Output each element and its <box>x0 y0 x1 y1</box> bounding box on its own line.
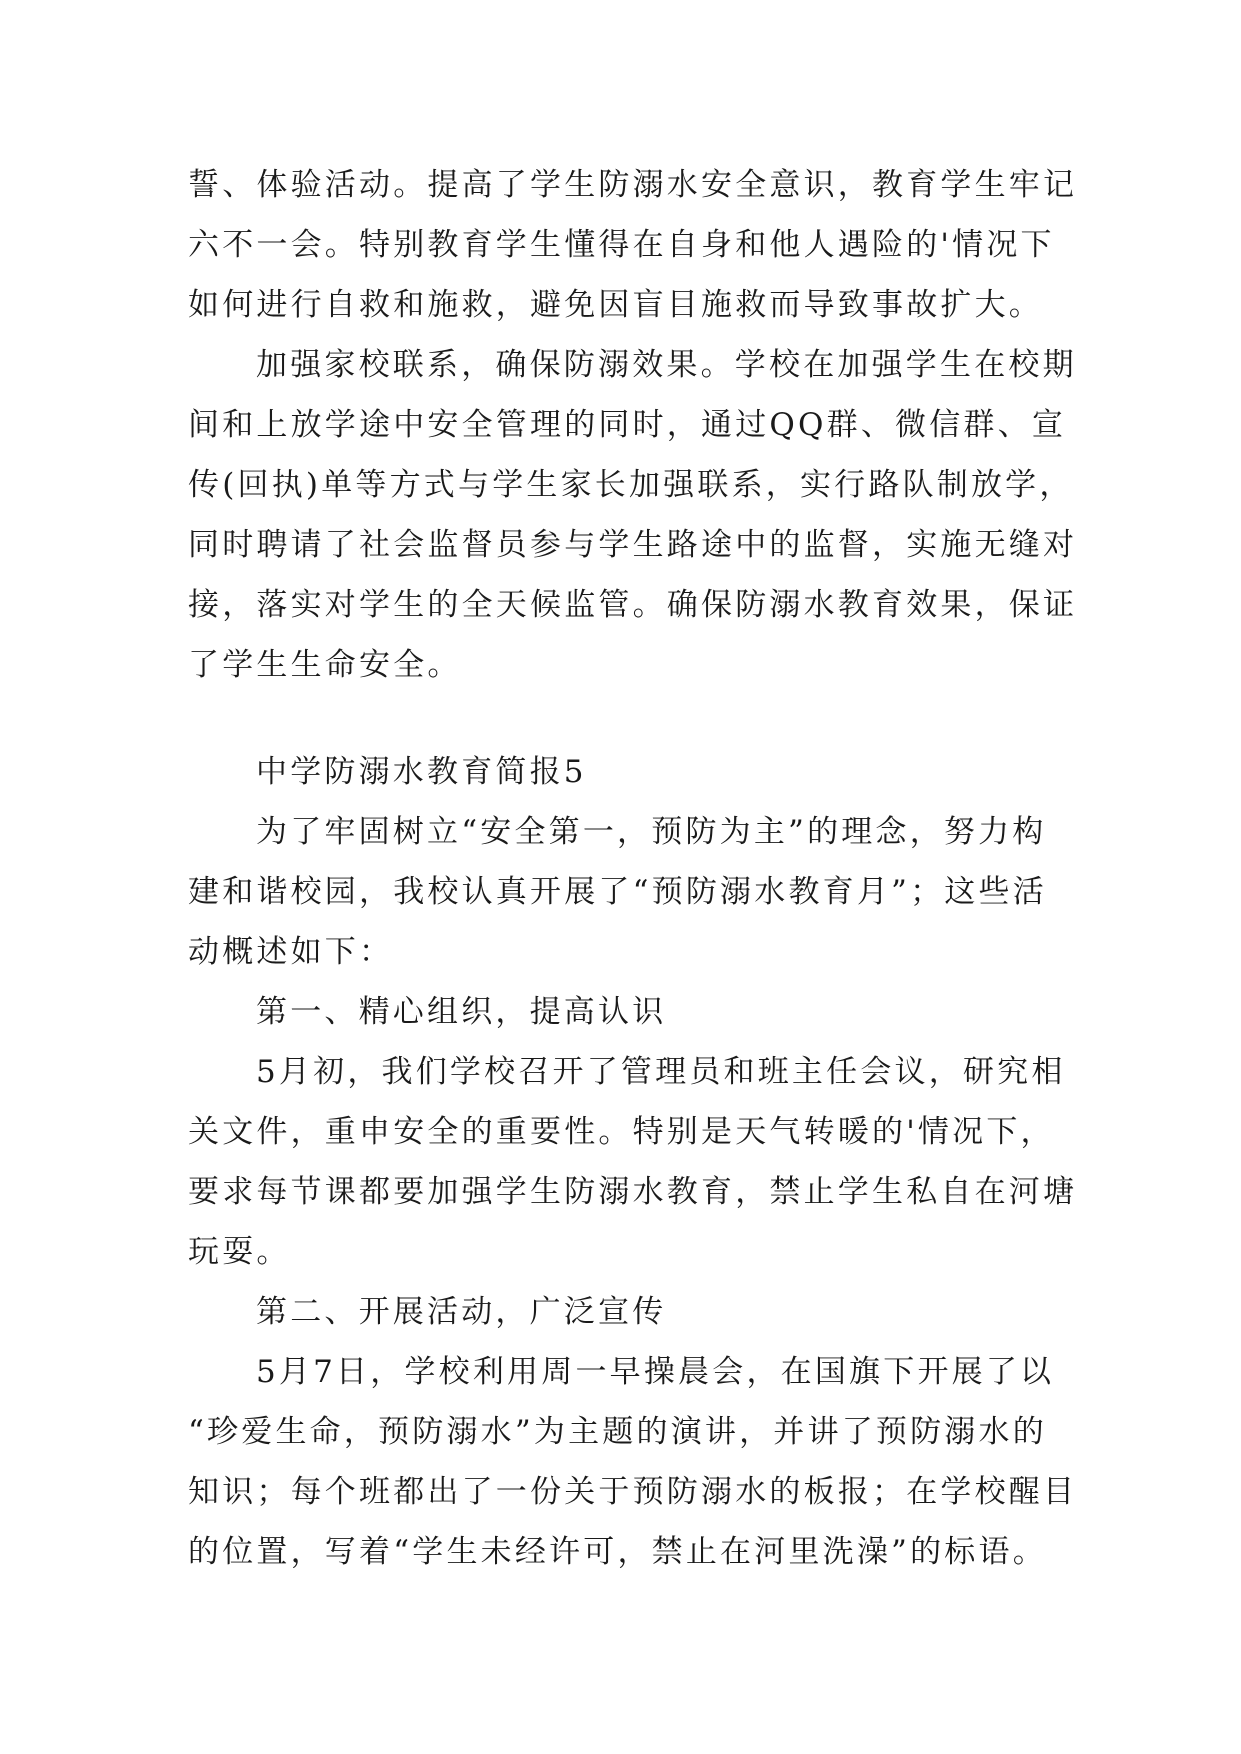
paragraph-line: 为了牢固树立“安全第一，预防为主”的理念，努力构 <box>256 814 1047 850</box>
paragraph-line: 玩耍。 <box>188 1234 291 1270</box>
paragraph-line: 关文件，重申安全的重要性。特别是天气转暖的'情况下， <box>188 1114 1055 1150</box>
paragraph-line: 间和上放学途中安全管理的同时，通过QQ群、微信群、宣 <box>188 407 1067 443</box>
paragraph-line: 动概述如下： <box>188 934 394 970</box>
paragraph-line: 知识；每个班都出了一份关于预防溺水的板报；在学校醒目 <box>188 1474 1078 1510</box>
paragraph-line: 的位置，写着“学生未经许可，禁止在河里洗澡”的标语。 <box>188 1534 1047 1570</box>
paragraph-line: 誓、体验活动。提高了学生防溺水安全意识，教育学生牢记 <box>188 167 1078 203</box>
paragraph-line: “珍爱生命，预防溺水”为主题的演讲，并讲了预防溺水的 <box>188 1414 1047 1450</box>
subheading: 第一、精心组织，提高认识 <box>256 994 667 1030</box>
paragraph-line: 5月7日，学校利用周一早操晨会，在国旗下开展了以 <box>256 1354 1055 1390</box>
section-title: 中学防溺水教育简报5 <box>256 754 587 790</box>
paragraph-line: 了学生生命安全。 <box>188 647 462 683</box>
paragraph-line: 传(回执)单等方式与学生家长加强联系，实行路队制放学， <box>188 467 1074 503</box>
paragraph-line: 接，落实对学生的全天候监管。确保防溺水教育效果，保证 <box>188 587 1078 623</box>
paragraph-line: 加强家校联系，确保防溺效果。学校在加强学生在校期 <box>256 347 1077 383</box>
subheading: 第二、开展活动，广泛宣传 <box>256 1294 667 1330</box>
paragraph-line: 如何进行自救和施救，避免因盲目施救而导致事故扩大。 <box>188 287 1043 323</box>
paragraph-line: 同时聘请了社会监督员参与学生路途中的监督，实施无缝对 <box>188 527 1078 563</box>
paragraph-line: 要求每节课都要加强学生防溺水教育，禁止学生私自在河塘 <box>188 1174 1078 1210</box>
paragraph-line: 六不一会。特别教育学生懂得在自身和他人遇险的'情况下 <box>188 227 1055 263</box>
paragraph-line: 5月初，我们学校召开了管理员和班主任会议，研究相 <box>256 1054 1066 1090</box>
paragraph-line: 建和谐校园，我校认真开展了“预防溺水教育月”；这些活 <box>188 874 1047 910</box>
